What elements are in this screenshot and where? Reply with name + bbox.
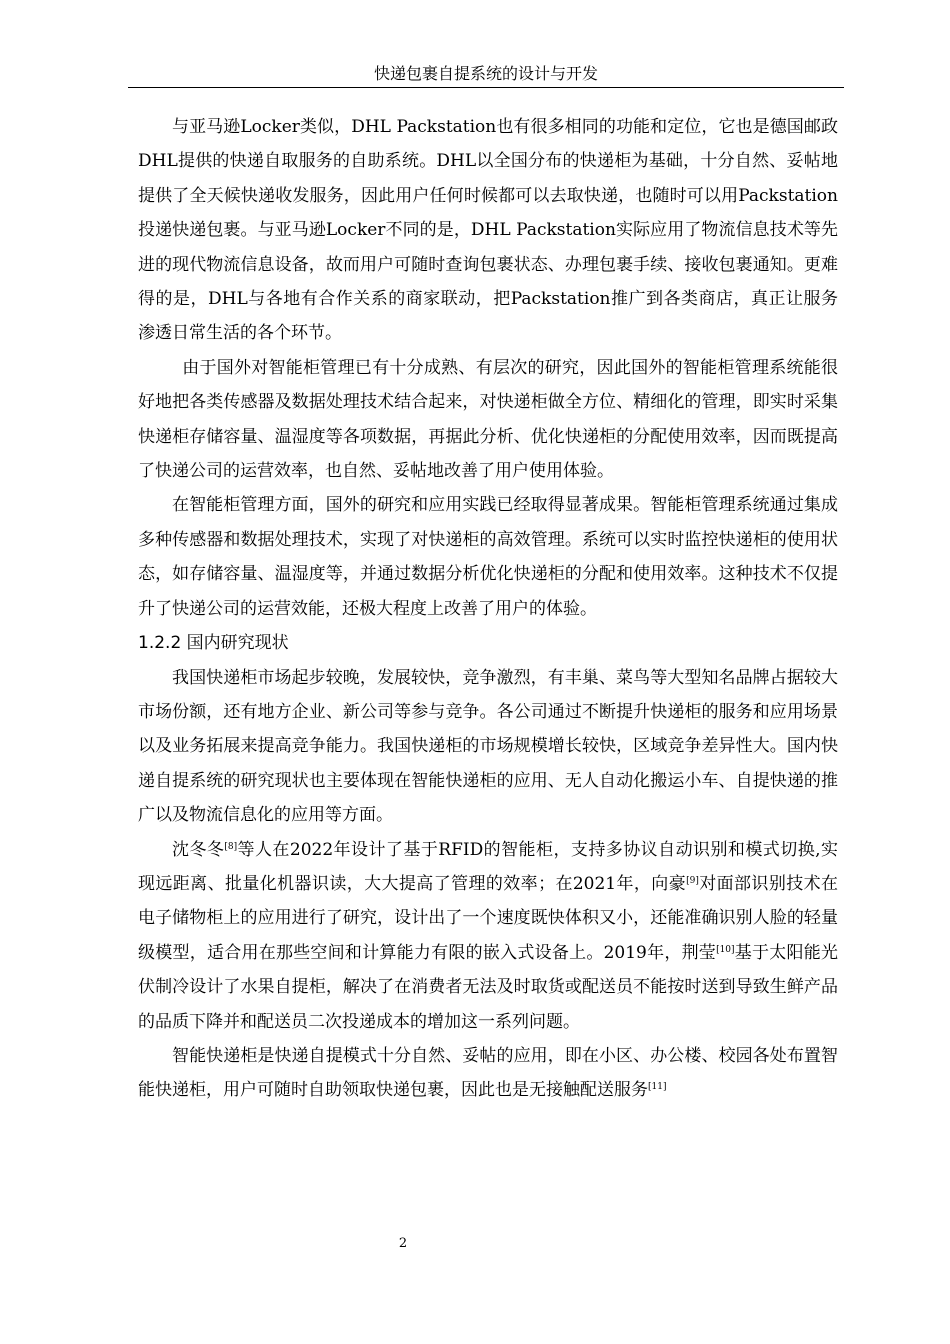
citation-ref: [9] [686, 875, 699, 886]
text-run: 等人在2022年设计了基于RFID的智能柜，支持多协议自动识别和模式切换,实现远距离、批量化机器识读，大大提高了管理的效率；在2021年，向豪 [138, 839, 839, 894]
citation-ref: [11] [648, 1082, 667, 1093]
paragraph-smart-cabinet-practice: 在智能柜管理方面，国外的研究和应用实践已经取得显著成果。智能柜管理系统通过集成多种传感器和数据处理技术，实现了对快递柜的高效管理。系统可以实时监控快递柜的使用状态，如存储容量、温湿度等，并通过数据分析优化快递柜的分配和使用效率。这种技术不仅提升了快递公司的运营效能，还极大程度上改善了用户的体验。 [138, 495, 838, 619]
paragraph-smart-locker [138, 1039, 838, 1108]
body-text [138, 110, 838, 1108]
paragraph-domestic-research [138, 833, 838, 1039]
paragraph-dhl-packstation: 与亚马逊Locker类似，DHL Packstation也有很多相同的功能和定位，它也是德国邮政DHL提供的快递自取服务的自助系统。DHL以全国分布的快递柜为基础，十分自然、妥帖地提供了全天候快递收发服务，因此用户任何时候都可以去取快递，也随时可以用Packstation投递快递包裹。与亚马逊Locker不同的是，DHL Packstation实际应用了物流信息技术等先进的现代物流信息设备，故而用户可随时查询包裹状态、办理包裹手续、接收包裹通知。更难得的是，DHL与各地有合作关系的商家联动，把Packstation推广到各类商店，真正让服务渗透日常生活的各个环节。 [138, 117, 838, 344]
paragraph-foreign-management: 由于国外对智能柜管理已有十分成熟、有层次的研究，因此国外的智能柜管理系统能很好地把各类传感器及数据处理技术结合起来，对快递柜做全方位、精细化的管理，即实时采集快递柜存储容量、温湿度等各项数据，再据此分析、优化快递柜的分配使用效率，因而既提高了快递公司的运营效率，也自然、妥帖地改善了用户使用体验。 [138, 357, 838, 482]
page-number: 2 [398, 1236, 408, 1251]
running-header: 快递包裹自提系统的设计与开发 [128, 62, 844, 88]
text-run: 对面部识别技术在电子储物柜上的应用进行了研究，设计出了一个速度既快体积又小，还能准确识别人脸的轻量级模型，适合用在那些空间和计算能力有限的嵌入式设备上。2019年，荆莹 [138, 873, 838, 963]
text-run: 智能快递柜是快递自提模式十分自然、妥帖的应用，即在小区、办公楼、校园各处布置智能快递柜，用户可随时自助领取快递包裹，因此也是无接触配送服务 [138, 1045, 838, 1101]
text-run: 基于太阳能光伏制冷设计了水果自提柜，解决了在消费者无法及时取货或配送员不能按时送到导致生鲜产品的品质下降并和配送员二次投递成本的增加这一系列问题。 [138, 942, 839, 1032]
citation-ref: [10] [716, 944, 735, 955]
page-footer [0, 1236, 820, 1251]
text-run: 沈冬冬 [172, 839, 225, 860]
citation-ref: [8] [224, 841, 238, 852]
section-heading: 1.2.2 国内研究现状 [138, 633, 289, 654]
paragraph-domestic-market: 我国快递柜市场起步较晚，发展较快，竞争激烈，有丰巢、菜鸟等大型知名品牌占据较大市场份额，还有地方企业、新公司等参与竞争。各公司通过不断提升快递柜的服务和应用场景以及业务拓展来提高竞争能力。我国快递柜的市场规模增长较快，区域竞争差异性大。国内快递自提系统的研究现状也主要体现在智能快递柜的应用、无人自动化搬运小车、自提快递的推广以及物流信息化的应用等方面。 [138, 667, 838, 826]
